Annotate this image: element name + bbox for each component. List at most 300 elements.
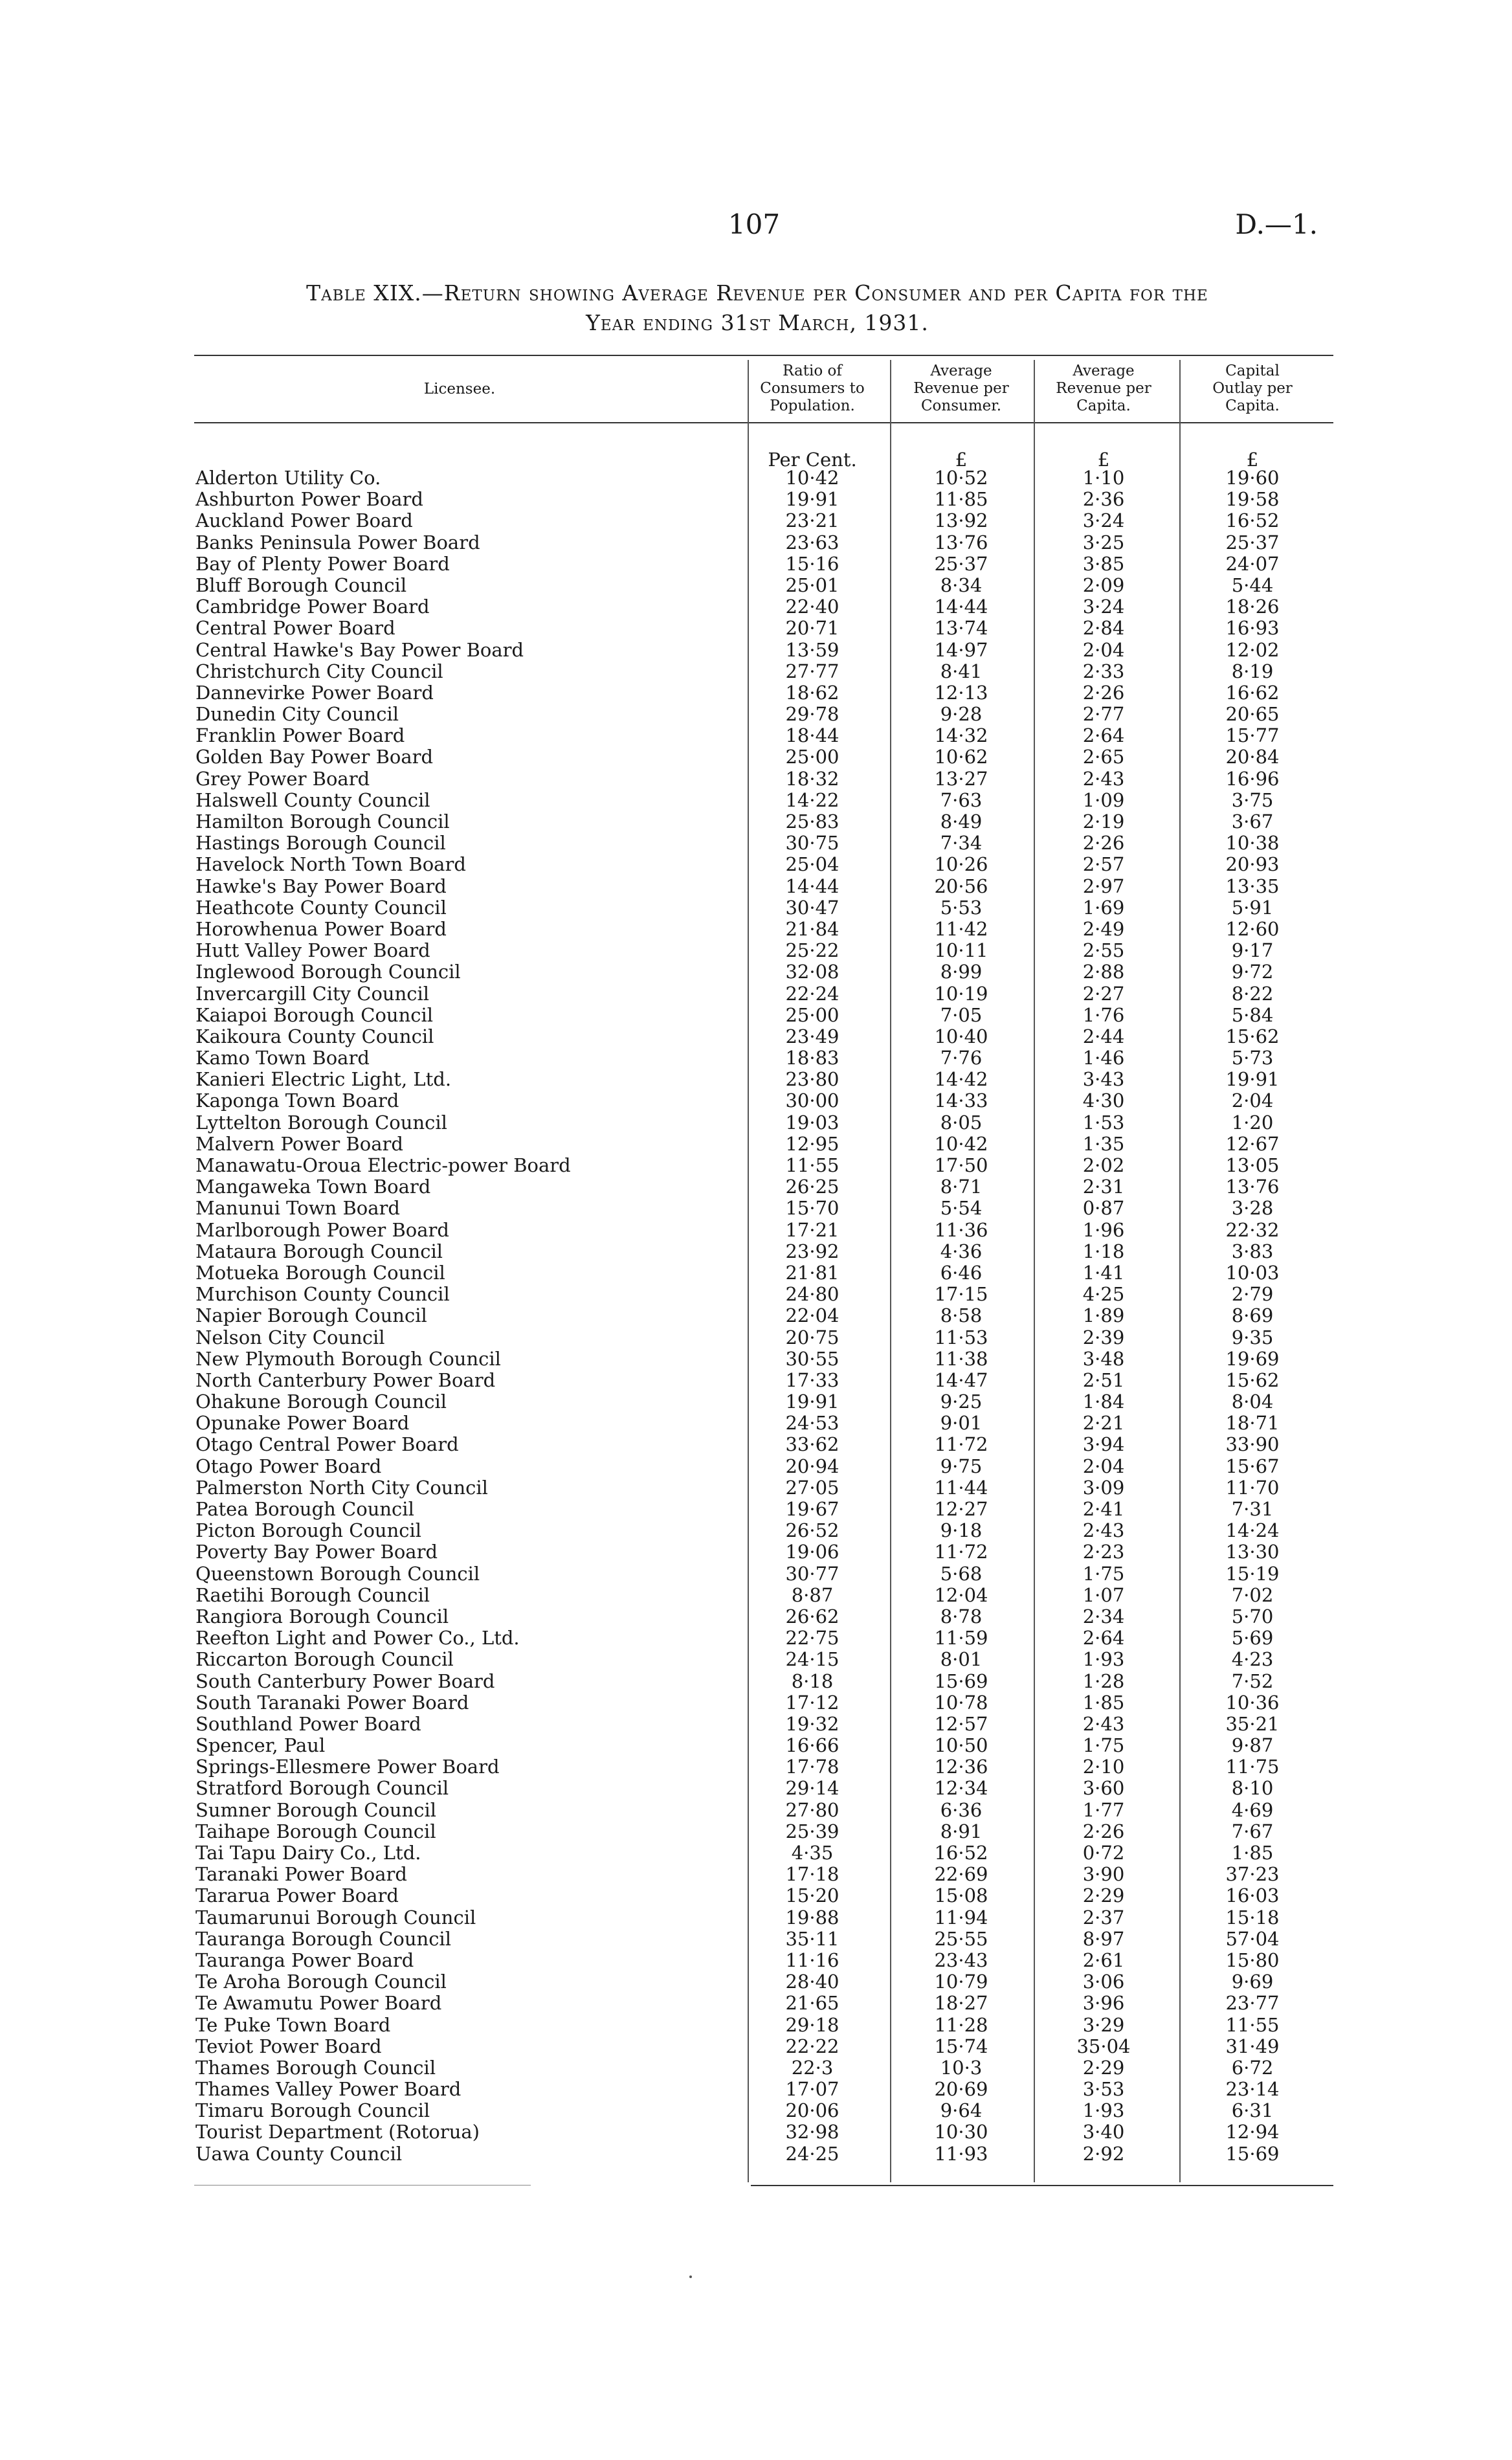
- licensee-cell: Malvern Power Board: [195, 1133, 403, 1155]
- ratio-cell: 19·91: [785, 488, 839, 511]
- revenue-per-consumer-cell: 10·78: [934, 1691, 988, 1714]
- ratio-cell: 14·44: [785, 875, 839, 897]
- revenue-per-capita-cell: 3·25: [1082, 531, 1125, 554]
- revenue-per-capita-cell: 2·34: [1082, 1605, 1125, 1627]
- revenue-per-consumer-cell: 9·01: [940, 1412, 983, 1435]
- capital-outlay-cell: 8·10: [1231, 1777, 1274, 1800]
- revenue-per-consumer-cell: 15·74: [934, 2035, 988, 2057]
- licensee-cell: Patea Borough Council: [195, 1499, 414, 1520]
- revenue-per-capita-cell: 2·49: [1082, 917, 1125, 940]
- licensee-cell: Central Power Board: [195, 618, 395, 640]
- revenue-per-capita-cell: 2·04: [1082, 1455, 1125, 1477]
- ratio-cell: 23·21: [785, 509, 839, 532]
- revenue-per-consumer-cell: 20·69: [934, 2078, 988, 2101]
- capital-outlay-cell: 12·02: [1225, 638, 1280, 661]
- revenue-per-consumer-cell: 11·53: [934, 1326, 988, 1348]
- ratio-cell: 20·75: [785, 1326, 839, 1348]
- ratio-cell: 35·11: [785, 1927, 839, 1950]
- licensee-cell: Taihape Borough Council: [195, 1820, 436, 1842]
- licensee-cell: Raetihi Borough Council: [195, 1584, 430, 1606]
- ratio-cell: 24·53: [785, 1412, 839, 1435]
- revenue-per-consumer-cell: 14·42: [934, 1068, 988, 1091]
- licensee-cell: Horowhenua Power Board: [195, 918, 447, 940]
- ratio-cell: 17·07: [785, 2078, 839, 2101]
- revenue-per-consumer-cell: 8·41: [940, 660, 983, 682]
- revenue-per-capita-cell: 0·87: [1082, 1197, 1125, 1220]
- capital-outlay-cell: 15·62: [1225, 1025, 1280, 1047]
- revenue-per-consumer-cell: 14·33: [934, 1090, 988, 1112]
- revenue-per-capita-cell: 1·93: [1082, 1648, 1125, 1671]
- revenue-per-consumer-cell: 22·69: [934, 1863, 988, 1886]
- licensee-cell: Tararua Power Board: [195, 1885, 399, 1907]
- licensee-cell: Tourist Department (Rotorua): [195, 2121, 480, 2143]
- capital-outlay-cell: 16·03: [1225, 1884, 1280, 1907]
- revenue-per-capita-cell: 8·97: [1082, 1927, 1125, 1950]
- capital-outlay-cell: 4·69: [1231, 1798, 1274, 1821]
- ratio-cell: 15·70: [785, 1197, 839, 1220]
- licensee-cell: North Canterbury Power Board: [195, 1369, 496, 1391]
- ratio-cell: 27·80: [785, 1798, 839, 1821]
- licensee-cell: Cambridge Power Board: [195, 596, 430, 618]
- ratio-cell: 17·12: [785, 1691, 839, 1714]
- revenue-per-capita-cell: 2·26: [1082, 832, 1125, 855]
- revenue-per-capita-cell: 2·21: [1082, 1412, 1125, 1435]
- revenue-per-consumer-cell: 14·97: [934, 638, 988, 661]
- revenue-per-consumer-cell: 8·01: [940, 1648, 983, 1671]
- revenue-per-consumer-cell: 13·92: [934, 509, 988, 532]
- licensee-cell: Lyttelton Borough Council: [195, 1112, 447, 1134]
- capital-outlay-cell: 24·07: [1225, 552, 1280, 575]
- capital-outlay-cell: 3·75: [1231, 788, 1274, 811]
- ratio-cell: 17·33: [785, 1369, 839, 1391]
- capital-outlay-cell: 10·38: [1225, 832, 1280, 855]
- capital-outlay-cell: 23·14: [1225, 2078, 1280, 2101]
- revenue-per-consumer-cell: 11·28: [934, 2013, 988, 2036]
- licensee-cell: Kaponga Town Board: [195, 1090, 399, 1112]
- revenue-per-capita-cell: 1·89: [1082, 1304, 1125, 1327]
- capital-outlay-cell: 7·52: [1231, 1670, 1274, 1692]
- table-bottom-rule: [751, 2185, 1333, 2186]
- capital-outlay-cell: 15·67: [1225, 1455, 1280, 1477]
- ratio-cell: 26·52: [785, 1519, 839, 1542]
- revenue-per-consumer-cell: 11·42: [934, 917, 988, 940]
- ratio-cell: 19·88: [785, 1906, 839, 1929]
- ratio-cell: 25·83: [785, 811, 839, 833]
- capital-outlay-cell: 20·93: [1225, 853, 1280, 876]
- revenue-per-capita-cell: 2·64: [1082, 1627, 1125, 1649]
- revenue-per-capita-cell: 2·88: [1082, 961, 1125, 983]
- capital-outlay-cell: 35·21: [1225, 1712, 1280, 1735]
- revenue-per-consumer-cell: 8·05: [940, 1111, 983, 1134]
- revenue-per-capita-cell: 2·37: [1082, 1906, 1125, 1929]
- licensee-cell: Invercargill City Council: [195, 983, 430, 1005]
- capital-outlay-cell: 22·32: [1225, 1218, 1280, 1241]
- revenue-per-consumer-cell: 8·78: [940, 1605, 983, 1627]
- revenue-per-consumer-cell: 7·34: [940, 832, 983, 855]
- capital-outlay-cell: 19·60: [1225, 467, 1280, 489]
- licensee-cell: Alderton Utility Co.: [195, 467, 381, 489]
- capital-outlay-cell: 5·84: [1231, 1003, 1274, 1026]
- licensee-cell: Ashburton Power Board: [195, 489, 423, 511]
- revenue-per-consumer-cell: 9·28: [940, 703, 983, 726]
- licensee-cell: Napier Borough Council: [195, 1305, 427, 1327]
- ratio-cell: 17·18: [785, 1863, 839, 1886]
- ratio-cell: 10·42: [785, 467, 839, 489]
- revenue-per-consumer-cell: 8·99: [940, 961, 983, 983]
- revenue-per-capita-cell: 1·53: [1082, 1111, 1125, 1134]
- ratio-cell: 17·21: [785, 1218, 839, 1241]
- revenue-per-capita-cell: 2·55: [1082, 939, 1125, 962]
- revenue-per-capita-cell: 35·04: [1076, 2035, 1131, 2057]
- revenue-per-consumer-cell: 10·30: [934, 2121, 988, 2143]
- revenue-per-consumer-cell: 5·68: [940, 1562, 983, 1585]
- capital-outlay-cell: 11·70: [1225, 1476, 1280, 1499]
- capital-outlay-cell: 57·04: [1225, 1927, 1280, 1950]
- revenue-per-consumer-cell: 7·05: [940, 1003, 983, 1026]
- revenue-per-capita-cell: 3·09: [1082, 1476, 1125, 1499]
- ratio-cell: 29·18: [785, 2013, 839, 2036]
- licensee-cell: Nelson City Council: [195, 1326, 385, 1348]
- ratio-cell: 22·22: [785, 2035, 839, 2057]
- capital-outlay-cell: 16·62: [1225, 681, 1280, 704]
- capital-outlay-cell: 16·93: [1225, 617, 1280, 640]
- revenue-per-capita-cell: 3·96: [1082, 1992, 1125, 2015]
- capital-outlay-cell: 23·77: [1225, 1992, 1280, 2015]
- licensee-cell: Hamilton Borough Council: [195, 811, 450, 833]
- licensee-cell: Hastings Borough Council: [195, 833, 446, 855]
- header-ratio: Ratio of Consumers to Population.: [760, 363, 865, 414]
- revenue-per-capita-cell: 2·92: [1082, 2142, 1125, 2165]
- revenue-per-capita-cell: 1·09: [1082, 788, 1125, 811]
- capital-outlay-cell: 14·24: [1225, 1519, 1280, 1542]
- capital-outlay-cell: 1·85: [1231, 1842, 1274, 1864]
- revenue-per-consumer-cell: 6·36: [940, 1798, 983, 1821]
- revenue-per-capita-cell: 2·04: [1082, 638, 1125, 661]
- capital-outlay-cell: 15·80: [1225, 1949, 1280, 1971]
- revenue-per-consumer-cell: 14·32: [934, 724, 988, 747]
- revenue-per-capita-cell: 1·69: [1082, 896, 1125, 919]
- revenue-per-capita-cell: 2·41: [1082, 1498, 1125, 1520]
- table-bottom-rule-left: [194, 2185, 531, 2186]
- licensee-cell: Riccarton Borough Council: [195, 1649, 454, 1671]
- licensee-cell: Golden Bay Power Board: [195, 746, 434, 768]
- ratio-cell: 22·24: [785, 982, 839, 1005]
- capital-outlay-cell: 19·58: [1225, 488, 1280, 511]
- revenue-per-capita-cell: 3·24: [1082, 596, 1125, 618]
- capital-outlay-cell: 6·31: [1231, 2099, 1274, 2122]
- column-divider: [1179, 360, 1181, 2182]
- capital-outlay-cell: 15·69: [1225, 2142, 1280, 2165]
- licensee-cell: Timaru Borough Council: [195, 2100, 430, 2122]
- revenue-per-capita-cell: 0·72: [1082, 1842, 1125, 1864]
- ratio-cell: 30·00: [785, 1090, 839, 1112]
- revenue-per-capita-cell: 2·65: [1082, 746, 1125, 768]
- title-line-2: Year ending 31st March, 1931.: [586, 310, 929, 335]
- licensee-cell: South Canterbury Power Board: [195, 1670, 495, 1692]
- licensee-cell: Halswell County Council: [195, 789, 430, 811]
- ratio-cell: 18·44: [785, 724, 839, 747]
- ratio-cell: 24·80: [785, 1283, 839, 1306]
- ratio-cell: 19·91: [785, 1391, 839, 1413]
- unit-capital-outlay: £: [1246, 449, 1259, 471]
- licensee-cell: Inglewood Borough Council: [195, 961, 461, 983]
- revenue-per-consumer-cell: 13·27: [934, 767, 988, 790]
- licensee-cell: South Taranaki Power Board: [195, 1692, 469, 1714]
- capital-outlay-cell: 12·94: [1225, 2121, 1280, 2143]
- revenue-per-capita-cell: 1·75: [1082, 1734, 1125, 1757]
- revenue-per-consumer-cell: 10·42: [934, 1132, 988, 1155]
- capital-outlay-cell: 11·55: [1225, 2013, 1280, 2036]
- ratio-cell: 30·75: [785, 832, 839, 855]
- licensee-cell: Dannevirke Power Board: [195, 682, 434, 704]
- licensee-cell: Hawke's Bay Power Board: [195, 875, 447, 897]
- capital-outlay-cell: 7·67: [1231, 1820, 1274, 1842]
- revenue-per-consumer-cell: 11·93: [934, 2142, 988, 2165]
- ratio-cell: 15·16: [785, 552, 839, 575]
- revenue-per-consumer-cell: 25·37: [934, 552, 988, 575]
- ratio-cell: 22·3: [791, 2056, 834, 2079]
- revenue-per-consumer-cell: 10·79: [934, 1971, 988, 1993]
- licensee-cell: Teviot Power Board: [195, 2035, 382, 2057]
- revenue-per-consumer-cell: 9·64: [940, 2099, 983, 2122]
- ratio-cell: 18·83: [785, 1047, 839, 1069]
- licensee-cell: Te Puke Town Board: [195, 2014, 391, 2036]
- revenue-per-consumer-cell: 12·34: [934, 1777, 988, 1800]
- capital-outlay-cell: 9·87: [1231, 1734, 1274, 1757]
- ratio-cell: 24·25: [785, 2142, 839, 2165]
- revenue-per-consumer-cell: 10·11: [934, 939, 988, 962]
- capital-outlay-cell: 37·23: [1225, 1863, 1280, 1886]
- ratio-cell: 19·67: [785, 1498, 839, 1520]
- revenue-per-capita-cell: 2·29: [1082, 1884, 1125, 1907]
- capital-outlay-cell: 25·37: [1225, 531, 1280, 554]
- capital-outlay-cell: 16·96: [1225, 767, 1280, 790]
- revenue-per-capita-cell: 2·36: [1082, 488, 1125, 511]
- capital-outlay-cell: 10·03: [1225, 1261, 1280, 1284]
- ratio-cell: 22·04: [785, 1304, 839, 1327]
- capital-outlay-cell: 13·35: [1225, 875, 1280, 897]
- ratio-cell: 23·63: [785, 531, 839, 554]
- column-divider: [890, 360, 891, 2182]
- revenue-per-capita-cell: 2·43: [1082, 767, 1125, 790]
- ratio-cell: 17·78: [785, 1756, 839, 1778]
- revenue-per-consumer-cell: 11·94: [934, 1906, 988, 1929]
- revenue-per-capita-cell: 3·48: [1082, 1347, 1125, 1370]
- revenue-per-consumer-cell: 11·72: [934, 1433, 988, 1456]
- capital-outlay-cell: 19·69: [1225, 1347, 1280, 1370]
- document-reference: D.—1.: [1235, 208, 1318, 240]
- revenue-per-consumer-cell: 11·59: [934, 1627, 988, 1649]
- revenue-per-capita-cell: 3·90: [1082, 1863, 1125, 1886]
- revenue-per-capita-cell: 3·06: [1082, 1971, 1125, 1993]
- revenue-per-capita-cell: 2·97: [1082, 875, 1125, 897]
- revenue-per-capita-cell: 1·84: [1082, 1391, 1125, 1413]
- ratio-cell: 29·78: [785, 703, 839, 726]
- capital-outlay-cell: 10·36: [1225, 1691, 1280, 1714]
- revenue-per-consumer-cell: 5·54: [940, 1197, 983, 1220]
- capital-outlay-cell: 5·70: [1231, 1605, 1274, 1627]
- ratio-cell: 11·16: [785, 1949, 839, 1971]
- licensee-cell: Picton Borough Council: [195, 1520, 422, 1542]
- revenue-per-capita-cell: 2·61: [1082, 1949, 1125, 1971]
- ratio-cell: 23·92: [785, 1240, 839, 1262]
- revenue-per-consumer-cell: 11·85: [934, 488, 988, 511]
- capital-outlay-cell: 13·05: [1225, 1154, 1280, 1176]
- capital-outlay-cell: 18·71: [1225, 1412, 1280, 1435]
- licensee-cell: Uawa County Council: [195, 2143, 403, 2165]
- revenue-per-consumer-cell: 7·76: [940, 1047, 983, 1069]
- capital-outlay-cell: 9·35: [1231, 1326, 1274, 1348]
- revenue-per-consumer-cell: 12·57: [934, 1712, 988, 1735]
- capital-outlay-cell: 18·26: [1225, 596, 1280, 618]
- revenue-per-consumer-cell: 10·40: [934, 1025, 988, 1047]
- licensee-cell: Spencer, Paul: [195, 1735, 326, 1757]
- revenue-per-capita-cell: 1·76: [1082, 1003, 1125, 1026]
- ratio-cell: 26·25: [785, 1176, 839, 1198]
- revenue-per-capita-cell: 1·18: [1082, 1240, 1125, 1262]
- ratio-cell: 22·75: [785, 1627, 839, 1649]
- revenue-per-consumer-cell: 11·72: [934, 1541, 988, 1563]
- licensee-cell: Motueka Borough Council: [195, 1262, 445, 1284]
- ratio-cell: 20·06: [785, 2099, 839, 2122]
- revenue-per-consumer-cell: 16·52: [934, 1842, 988, 1864]
- ratio-cell: 15·20: [785, 1884, 839, 1907]
- licensee-cell: Bluff Borough Council: [195, 574, 407, 596]
- revenue-per-consumer-cell: 12·13: [934, 681, 988, 704]
- ratio-cell: 20·71: [785, 617, 839, 640]
- licensee-cell: Kanieri Electric Light, Ltd.: [195, 1069, 452, 1091]
- ratio-cell: 19·03: [785, 1111, 839, 1134]
- ratio-cell: 33·62: [785, 1433, 839, 1456]
- column-divider: [748, 360, 749, 2182]
- capital-outlay-cell: 19·91: [1225, 1068, 1280, 1091]
- revenue-per-capita-cell: 1·96: [1082, 1218, 1125, 1241]
- ratio-cell: 20·94: [785, 1455, 839, 1477]
- licensee-cell: New Plymouth Borough Council: [195, 1348, 501, 1370]
- licensee-cell: Otago Power Board: [195, 1455, 382, 1477]
- capital-outlay-cell: 9·17: [1231, 939, 1274, 962]
- licensee-cell: Tauranga Borough Council: [195, 1928, 451, 1950]
- revenue-per-consumer-cell: 25·55: [934, 1927, 988, 1950]
- licensee-cell: Opunake Power Board: [195, 1413, 410, 1435]
- licensee-cell: Tai Tapu Dairy Co., Ltd.: [195, 1842, 421, 1864]
- revenue-per-consumer-cell: 8·34: [940, 574, 983, 596]
- revenue-per-consumer-cell: 17·15: [934, 1283, 988, 1306]
- revenue-per-capita-cell: 1·77: [1082, 1798, 1125, 1821]
- revenue-per-consumer-cell: 10·50: [934, 1734, 988, 1757]
- licensee-cell: Queenstown Borough Council: [195, 1563, 480, 1585]
- revenue-per-capita-cell: 2·44: [1082, 1025, 1125, 1047]
- revenue-per-consumer-cell: 12·36: [934, 1756, 988, 1778]
- revenue-per-consumer-cell: 11·44: [934, 1476, 988, 1499]
- capital-outlay-cell: 2·79: [1231, 1283, 1274, 1306]
- ratio-cell: 30·55: [785, 1347, 839, 1370]
- ratio-cell: 23·80: [785, 1068, 839, 1091]
- revenue-per-consumer-cell: 4·36: [940, 1240, 983, 1262]
- licensee-cell: Ohakune Borough Council: [195, 1391, 447, 1413]
- ratio-cell: 14·22: [785, 788, 839, 811]
- licensee-cell: Kamo Town Board: [195, 1047, 370, 1069]
- revenue-per-capita-cell: 1·93: [1082, 2099, 1125, 2122]
- licensee-cell: Mangaweka Town Board: [195, 1176, 431, 1198]
- revenue-per-capita-cell: 2·29: [1082, 2056, 1125, 2079]
- ratio-cell: 21·84: [785, 917, 839, 940]
- licensee-cell: Manawatu-Oroua Electric-power Board: [195, 1155, 571, 1176]
- capital-outlay-cell: 6·72: [1231, 2056, 1274, 2079]
- capital-outlay-cell: 20·84: [1225, 746, 1280, 768]
- capital-outlay-cell: 8·04: [1231, 1391, 1274, 1413]
- capital-outlay-cell: 16·52: [1225, 509, 1280, 532]
- header-revenue-per-consumer: Average Revenue per Consumer.: [913, 363, 1009, 414]
- ratio-cell: 8·18: [791, 1670, 834, 1692]
- ratio-cell: 8·87: [791, 1583, 834, 1606]
- revenue-per-consumer-cell: 10·62: [934, 746, 988, 768]
- unit-ratio: Per Cent.: [768, 449, 857, 471]
- capital-outlay-cell: 8·19: [1231, 660, 1274, 682]
- ratio-cell: 27·05: [785, 1476, 839, 1499]
- capital-outlay-cell: 8·69: [1231, 1304, 1274, 1327]
- capital-outlay-cell: 12·60: [1225, 917, 1280, 940]
- licensee-cell: Stratford Borough Council: [195, 1778, 449, 1800]
- revenue-per-capita-cell: 2·26: [1082, 681, 1125, 704]
- ratio-cell: 12·95: [785, 1132, 839, 1155]
- ratio-cell: 28·40: [785, 1971, 839, 1993]
- licensee-cell: Tauranga Power Board: [195, 1949, 414, 1971]
- revenue-per-consumer-cell: 9·18: [940, 1519, 983, 1542]
- capital-outlay-cell: 2·04: [1231, 1090, 1274, 1112]
- ratio-cell: 22·40: [785, 596, 839, 618]
- capital-outlay-cell: 12·67: [1225, 1132, 1280, 1155]
- revenue-per-capita-cell: 1·46: [1082, 1047, 1125, 1069]
- capital-outlay-cell: 3·83: [1231, 1240, 1274, 1262]
- licensee-cell: Franklin Power Board: [195, 725, 405, 747]
- revenue-per-consumer-cell: 8·49: [940, 811, 983, 833]
- licensee-cell: Marlborough Power Board: [195, 1219, 449, 1241]
- revenue-per-consumer-cell: 14·47: [934, 1369, 988, 1391]
- licensee-cell: Springs-Ellesmere Power Board: [195, 1756, 500, 1778]
- revenue-per-capita-cell: 2·51: [1082, 1369, 1125, 1391]
- revenue-per-capita-cell: 2·57: [1082, 853, 1125, 876]
- licensee-cell: Dunedin City Council: [195, 704, 399, 726]
- revenue-per-capita-cell: 2·84: [1082, 617, 1125, 640]
- revenue-per-consumer-cell: 8·58: [940, 1304, 983, 1327]
- licensee-cell: Havelock North Town Board: [195, 854, 466, 876]
- revenue-per-consumer-cell: 23·43: [934, 1949, 988, 1971]
- ratio-cell: 25·22: [785, 939, 839, 962]
- ratio-cell: 25·00: [785, 1003, 839, 1026]
- revenue-per-capita-cell: 3·40: [1082, 2121, 1125, 2143]
- table-title: [214, 278, 1301, 338]
- ratio-cell: 24·15: [785, 1648, 839, 1671]
- capital-outlay-cell: 3·28: [1231, 1197, 1274, 1220]
- licensee-cell: Hutt Valley Power Board: [195, 940, 430, 962]
- revenue-per-consumer-cell: 9·25: [940, 1391, 983, 1413]
- revenue-per-consumer-cell: 8·91: [940, 1820, 983, 1842]
- revenue-per-capita-cell: 1·75: [1082, 1562, 1125, 1585]
- revenue-per-capita-cell: 2·31: [1082, 1176, 1125, 1198]
- header-bottom-rule: [194, 422, 1333, 423]
- ratio-cell: 4·35: [791, 1842, 834, 1864]
- licensee-cell: Kaiapoi Borough Council: [195, 1004, 434, 1026]
- revenue-per-capita-cell: 1·28: [1082, 1670, 1125, 1692]
- revenue-per-consumer-cell: 8·71: [940, 1176, 983, 1198]
- revenue-per-consumer-cell: 17·50: [934, 1154, 988, 1176]
- revenue-per-consumer-cell: 10·3: [940, 2056, 983, 2079]
- ratio-cell: 25·01: [785, 574, 839, 596]
- revenue-per-capita-cell: 1·07: [1082, 1583, 1125, 1606]
- licensee-cell: Manunui Town Board: [195, 1198, 400, 1220]
- unit-revenue-per-capita: £: [1097, 449, 1110, 471]
